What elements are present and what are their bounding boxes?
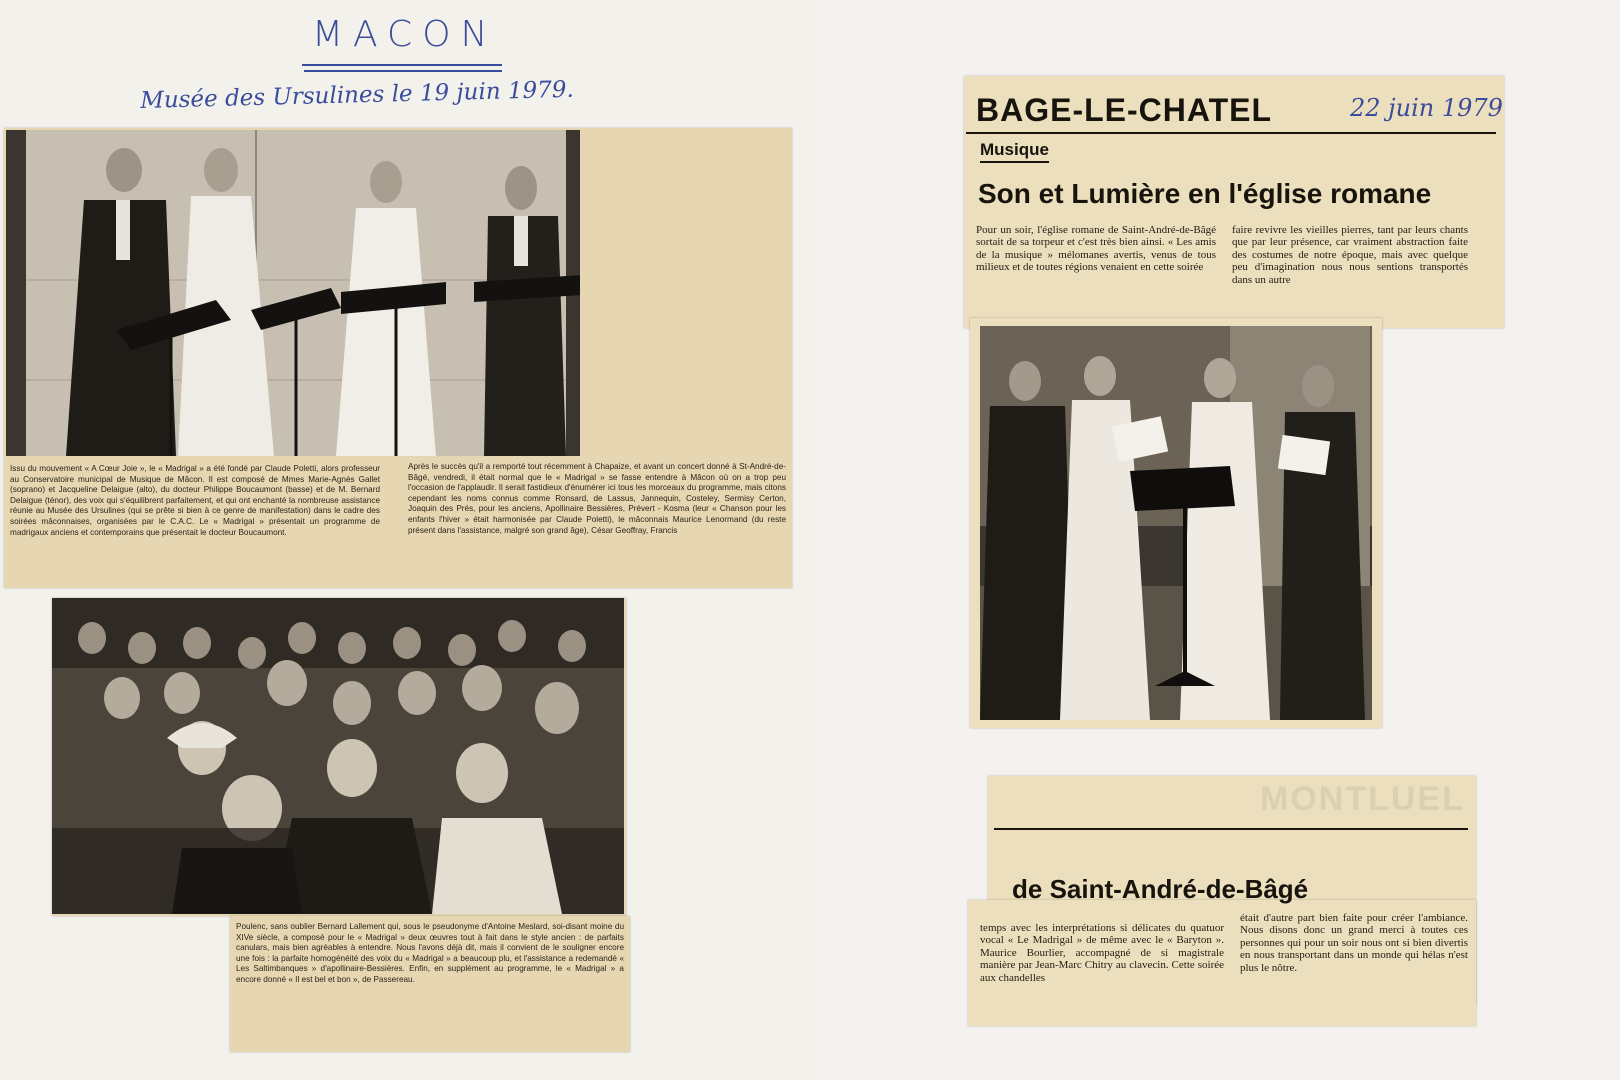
bage-col2: faire revivre les vieilles pierres, tant par leurs chants que par leur présence, car vraiment abstraction faite des costumes de notre époque, mais avec quelque peu d'imagination nous nous sentions transportés dans un autre (1232, 224, 1468, 286)
photo-church-concert (980, 326, 1372, 720)
clipping1-col1: Issu du mouvement « A Cœur Joie », le « Madrigal » a été fondé par Claude Poletti, alors professeur au Conservatoire municipal de Musique de Mâcon. Il est composé de Mmes Marie-Agnès Gallet (soprano) et Jacqueline Delaigue (alto), du docteur Philippe Boucaumont (basse) et de M. Bernard Delaigue (ténor), des voix qui s'équilibrent parfaitement, et qui ont enchanté la nombreuse assistance réunie au Musée des Ursulines (qui se prête si bien à ce genre de manifestation) dans le cadre des soirées mâconnaises, organisées par le C.A.C. Le « Madrigal » présentait un programme de madrigaux anciens et contemporains que présentait le docteur Boucaumont. (10, 464, 380, 537)
saint-andre-headline: de Saint-André-de-Bâgé (1012, 874, 1309, 904)
header-underline (302, 64, 502, 66)
header-underline-2 (304, 70, 502, 72)
header-subtitle: Musée des Ursulines le 19 juin 1979. (140, 76, 575, 114)
photo-audience (52, 598, 624, 914)
faded-masthead: MONTLUEL (1260, 780, 1465, 818)
saint-andre-col1: temps avec les interprétations si délicates du quatuor vocal « Le Madrigal » de même avec le « Baryton ». Maurice Bourlier, accompagné de si magistrale manière par Jean-Marc Chitry au clavecin. Cette soirée aux chandelles (980, 922, 1224, 984)
bage-town: BAGE-LE-CHATEL (976, 92, 1273, 128)
clipping2-text: Poulenc, sans oublier Bernard Lallement qui, sous le pseudonyme d'Antoine Meslard, soi-disant moine du XIVe siècle, a composé pour le « Madrigal » deux œuvres tout à fait dans le style ancien : de parfaits canulars, mais bien agréables à entendre. Nous l'avons déjà dit, mais il convient de le souligner encore une fois : la parfaite homogénéité des voix du « Madrigal » a beaucoup plu, et l'assistance a redemandé « Les Saltimbanques » d'apollinaire-Bessières. Enfin, en supplément au programme, le « Madrigal » a encore donné « Il est bel et bon », de Passereau. (236, 922, 624, 984)
header-title: MACON (312, 14, 498, 55)
photo-madrigal-singers (6, 130, 580, 456)
saint-andre-rule (994, 828, 1468, 830)
bage-rule (966, 132, 1496, 134)
clipping1-col2: Après le succès qu'il a remporté tout récemment à Chapaize, et avant un concert donné à St-André-de-Bâgé, vendredi, il était normal que le « Madrigal » se fasse entendre à Mâcon où on a trop peu l'occasion de l'applaudir. Il serait fastidieux d'énumérer ici tous les morceaux du programme, mais citons cependant les noms connus comme Ronsard, de Lassus, Jannequin, Costeley, Sermisy Certon, Joaquin des Prés, pour les anciens, Apollinaire Bessières, Prévert - Kosma (leur « Chanson pour les enfants l'hiver » était harmonisée par Claude Poletti), le mâconnais Maurice Lenormand (du reste présent dans l'assistance, malgré son grand âge), César Geoffray, Francis (408, 462, 786, 535)
saint-andre-col2: était d'autre part bien faite pour créer l'ambiance. Nous disons donc un grand merci à toutes ces personnes qui pour un soir nous ont si bien divertis en nous transportant dans un monde qui hélas n'est plus le nôtre. (1240, 912, 1468, 974)
bage-date: 22 juin 1979 (1350, 94, 1503, 122)
bage-headline: Son et Lumière en l'église romane (978, 178, 1432, 209)
bage-section: Musique (980, 140, 1049, 163)
bage-col1: Pour un soir, l'église romane de Saint-André-de-Bâgé sortait de sa torpeur et c'est très bien ainsi. « Les amis de la musique » mélomanes avertis, venus de tous milieux et de toutes régions venaient en cette soirée (976, 224, 1216, 274)
